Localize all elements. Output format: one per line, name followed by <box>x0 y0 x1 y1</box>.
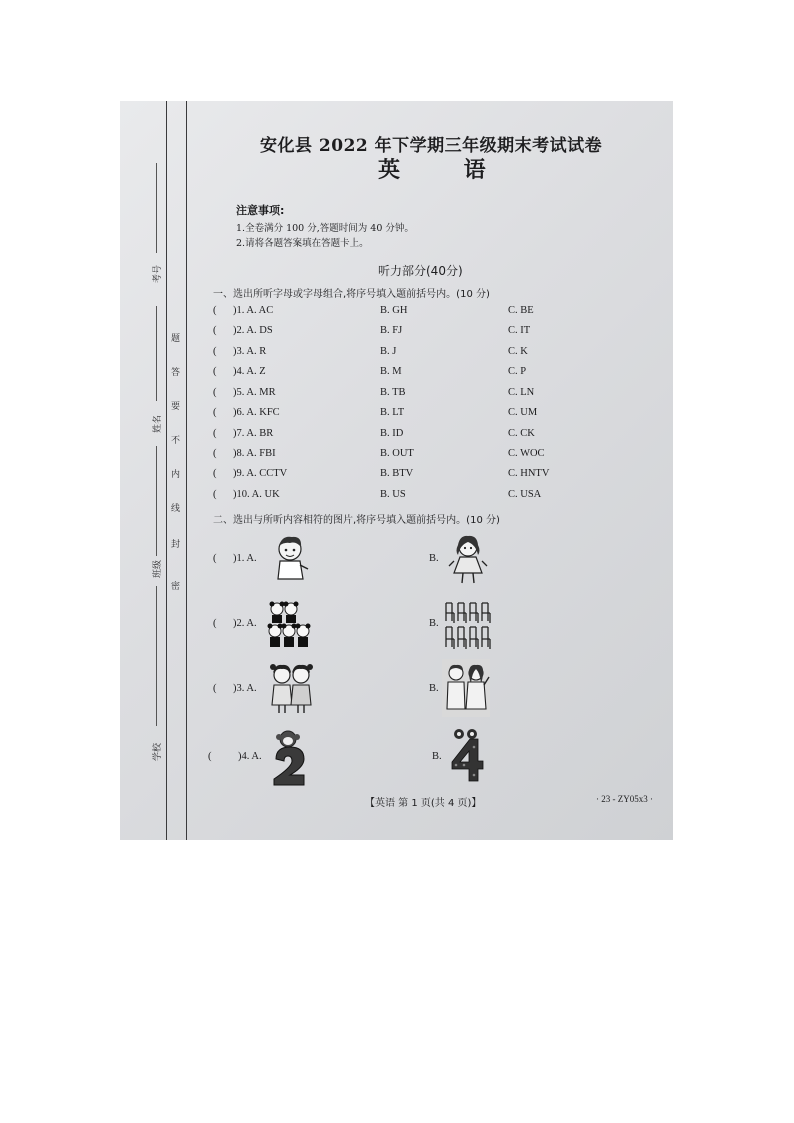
boy-cartoon-icon <box>270 533 312 585</box>
binding-line-right <box>186 101 187 840</box>
answer-blank[interactable]: ( <box>213 448 217 459</box>
question-row <box>208 346 648 364</box>
exam-title: 安化县 2022 年下学期三年级期末考试试卷 <box>260 136 603 156</box>
frog-number-four-icon <box>450 727 484 783</box>
option-c: C. P <box>508 366 527 377</box>
option-b: B. <box>429 553 439 564</box>
question-row <box>208 448 648 466</box>
seal-char: 封 <box>171 540 181 550</box>
answer-blank[interactable]: ( <box>208 751 212 762</box>
answer-blank[interactable]: ( <box>213 325 217 336</box>
seal-char: 线 <box>171 504 181 514</box>
part2-instruction: 二、选出与所听内容相符的图片,将序号填入题前括号内。(10 分) <box>213 515 500 526</box>
option-a: )5. A. MR <box>233 387 276 398</box>
page-footer: 【英语 第 1 页(共 4 页)】 <box>365 798 482 809</box>
option-b: B. <box>432 751 442 762</box>
option-a: )10. A. UK <box>233 489 280 500</box>
option-a: )1. A. AC <box>233 305 274 316</box>
note-item: 1.全卷满分 100 分,答题时间为 40 分钟。 <box>236 223 414 234</box>
note-item: 2.请将各题答案填在答题卡上。 <box>236 238 369 249</box>
answer-blank[interactable]: ( <box>213 387 217 398</box>
section-heading: 听力部分(40分) <box>378 264 463 278</box>
answer-blank[interactable]: ( <box>213 346 217 357</box>
two-girls-icon <box>270 661 314 715</box>
option-b: B. US <box>380 489 406 500</box>
option-b: B. GH <box>380 305 408 316</box>
option-b: B. ID <box>380 428 404 439</box>
answer-blank[interactable]: ( <box>213 489 217 500</box>
question-row <box>208 489 648 507</box>
option-b: B. <box>429 618 439 629</box>
option-b: B. J <box>380 346 397 357</box>
answer-blank[interactable]: ( <box>213 618 217 629</box>
seal-char: 不 <box>171 436 181 446</box>
chairs-icon <box>442 599 492 651</box>
option-a: )4. A. <box>238 751 262 762</box>
seal-char: 要 <box>171 402 181 412</box>
seal-char: 密 <box>171 582 181 592</box>
question-row <box>208 325 648 343</box>
paper-code: · 23 - ZY05x3 · <box>596 794 653 804</box>
option-c: C. WOC <box>508 448 545 459</box>
seal-char: 题 <box>171 334 181 344</box>
option-c: C. HNTV <box>508 468 550 479</box>
option-b: B. FJ <box>380 325 403 336</box>
answer-blank[interactable]: ( <box>213 468 217 479</box>
binding-line-left <box>166 101 167 840</box>
answer-blank[interactable]: ( <box>213 305 217 316</box>
option-a: )1. A. <box>233 553 257 564</box>
option-c: C. LN <box>508 387 535 398</box>
answer-blank[interactable]: ( <box>213 683 217 694</box>
question-row <box>208 407 648 425</box>
option-b: B. TB <box>380 387 406 398</box>
option-a: )9. A. CCTV <box>233 468 288 479</box>
subject-title: 英 语 <box>378 157 514 183</box>
pandas-icon <box>267 599 311 649</box>
option-a: )2. A. DS <box>233 325 273 336</box>
girl-cartoon-icon <box>448 533 488 587</box>
question-row <box>208 428 648 446</box>
option-b: B. LT <box>380 407 405 418</box>
option-c: C. IT <box>508 325 531 336</box>
binding-label-exam-number: 考号 <box>153 264 163 283</box>
two-people-icon <box>442 659 490 717</box>
seal-char: 答 <box>171 368 181 378</box>
question-row <box>208 468 648 486</box>
monkey-number-two-icon <box>270 729 310 787</box>
notes-title: 注意事项: <box>236 204 285 217</box>
question-row <box>208 305 648 323</box>
option-c: C. UM <box>508 407 538 418</box>
option-a: )2. A. <box>233 618 257 629</box>
option-c: C. K <box>508 346 528 357</box>
answer-blank[interactable]: ( <box>213 553 217 564</box>
option-a: )3. A. R <box>233 346 267 357</box>
option-c: C. BE <box>508 305 534 316</box>
question-row <box>208 366 648 384</box>
option-b: B. OUT <box>380 448 414 459</box>
option-a: )3. A. <box>233 683 257 694</box>
exam-paper <box>120 101 673 840</box>
seal-char: 内 <box>171 470 181 480</box>
option-a: )6. A. KFC <box>233 407 280 418</box>
binding-label-name: 姓名 <box>153 414 163 433</box>
option-a: )7. A. BR <box>233 428 274 439</box>
option-b: B. <box>429 683 439 694</box>
answer-blank[interactable]: ( <box>213 407 217 418</box>
part1-instruction: 一、选出所听字母或字母组合,将序号填入题前括号内。(10 分) <box>213 289 490 300</box>
answer-blank[interactable]: ( <box>213 366 217 377</box>
option-c: C. CK <box>508 428 535 439</box>
binding-label-school: 学校 <box>153 742 163 761</box>
question-row <box>208 387 648 405</box>
option-b: B. M <box>380 366 402 377</box>
option-b: B. BTV <box>380 468 414 479</box>
option-a: )8. A. FBI <box>233 448 276 459</box>
binding-label-class: 班级 <box>153 559 163 578</box>
option-a: )4. A. Z <box>233 366 266 377</box>
answer-blank[interactable]: ( <box>213 428 217 439</box>
option-c: C. USA <box>508 489 542 500</box>
